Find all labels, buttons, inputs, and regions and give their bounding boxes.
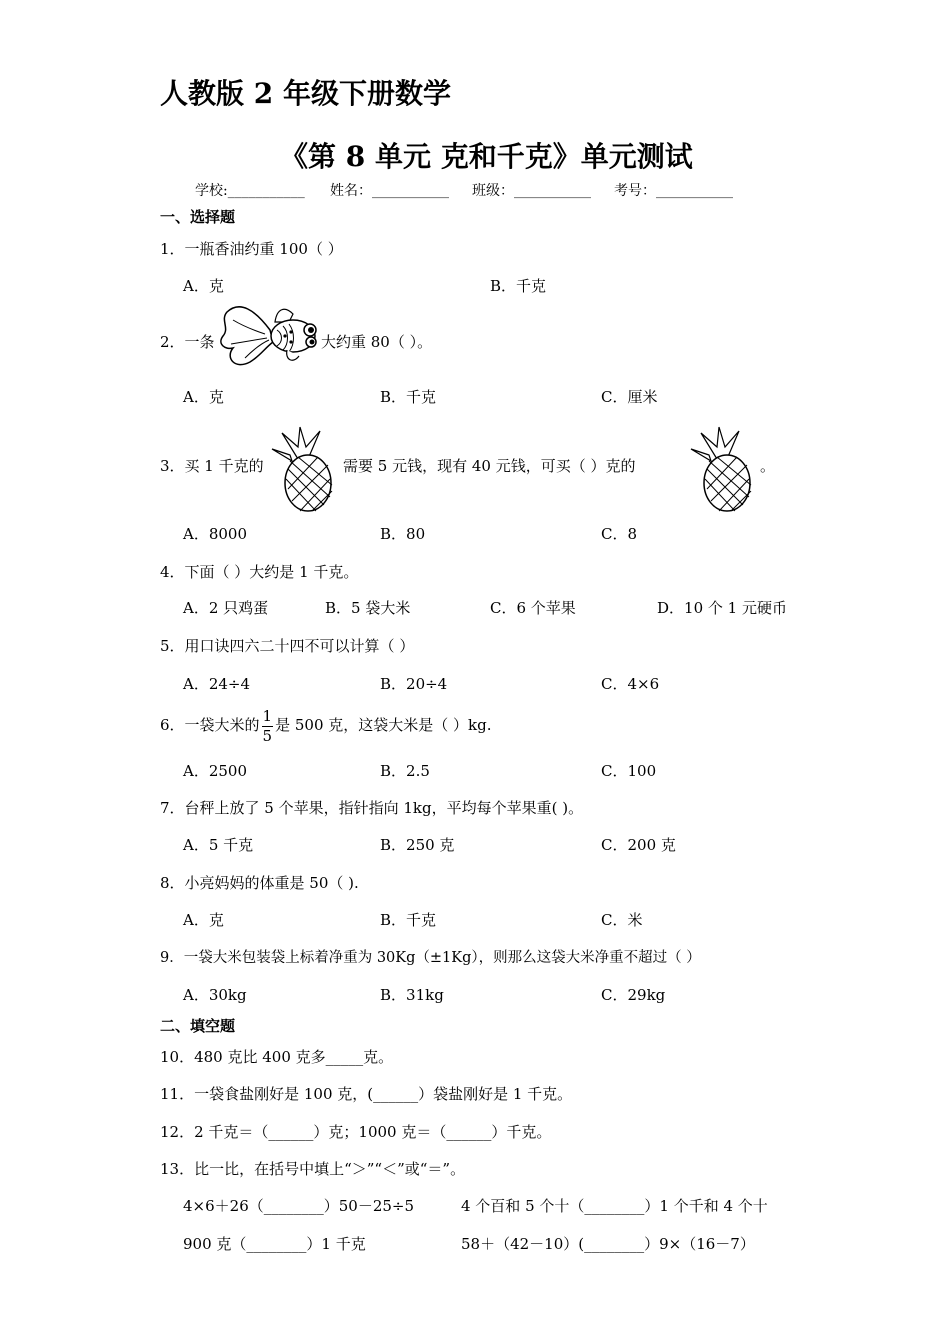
question-12: 12．2 千克＝（______）克；1000 克＝（______）千克。	[160, 1123, 552, 1141]
q13-comparison-1: 4×6＋26（________）50－25÷5	[183, 1197, 415, 1215]
question-11: 11．一袋食盐刚好是 100 克，(______）袋盐刚好是 1 千克。	[160, 1085, 573, 1103]
page-subtitle: 《第 8 单元 克和千克》单元测试	[280, 140, 693, 173]
question-3-suffix: 。	[760, 457, 776, 475]
q8-option-c: C．米	[601, 911, 643, 929]
question-8: 8．小亮妈妈的体重是 50（ ).	[160, 874, 359, 892]
q13-comparison-3: 900 克（________）1 千克	[183, 1235, 366, 1253]
pineapple-icon	[687, 425, 757, 513]
q5-option-b: B．20÷4	[380, 675, 448, 693]
question-5: 5．用口诀四六二十四不可以计算（ ）	[160, 637, 415, 655]
q13-comparison-4: 58＋（42－10）(________）9×（16－7）	[461, 1235, 755, 1253]
school-field: 学校:___________	[195, 183, 305, 199]
question-3-prefix: 3．买 1 千克的	[160, 457, 264, 475]
q6-option-a: A．2500	[183, 762, 248, 780]
q6-option-c: C．100	[601, 762, 657, 780]
q5-option-a: A．24÷4	[183, 675, 251, 693]
q1-option-b: B．千克	[490, 277, 547, 295]
name-field: 姓名：___________	[330, 183, 449, 199]
q1-option-a: A．克	[183, 277, 224, 295]
q3-option-b: B．80	[380, 525, 426, 543]
q2-option-a: A．克	[183, 388, 224, 406]
q4-option-d: D．10 个 1 元硬币	[657, 599, 787, 617]
q3-option-c: C．8	[601, 525, 638, 543]
q4-option-a: A．2 只鸡蛋	[183, 599, 269, 617]
q8-option-a: A．克	[183, 911, 224, 929]
q5-option-c: C．4×6	[601, 675, 660, 693]
fraction-denominator: 5	[262, 726, 273, 745]
class-field: 班级：___________	[472, 183, 591, 199]
question-2-prefix: 2．一条	[160, 333, 215, 351]
question-7: 7．台秤上放了 5 个苹果，指针指向 1kg，平均每个苹果重( )。	[160, 799, 584, 817]
q4-option-c: C．6 个苹果	[490, 599, 576, 617]
q9-option-b: B．31kg	[380, 986, 444, 1004]
exam-number-field: 考号：___________	[614, 183, 733, 199]
q2-option-c: C．厘米	[601, 388, 658, 406]
fraction-numerator: 1	[262, 706, 273, 725]
q6-option-b: B．2.5	[380, 762, 430, 780]
question-6-prefix: 6．一袋大米的	[160, 716, 260, 734]
question-1: 1．一瓶香油约重 100（ ）	[160, 240, 343, 258]
question-6	[160, 703, 492, 747]
goldfish-icon	[215, 300, 320, 370]
section-heading-choice: 一、选择题	[160, 208, 236, 226]
q8-option-b: B．千克	[380, 911, 437, 929]
q4-option-b: B．5 袋大米	[325, 599, 411, 617]
question-3-middle: 需要 5 元钱，现有 40 元钱，可买（ ）克的	[343, 457, 636, 475]
q13-comparison-2: 4 个百和 5 个十（________）1 个千和 4 个十	[461, 1197, 768, 1215]
q3-option-a: A．8000	[183, 525, 248, 543]
q9-option-c: C．29kg	[601, 986, 666, 1004]
fraction	[262, 706, 274, 745]
q2-option-b: B．千克	[380, 388, 437, 406]
pineapple-icon	[268, 425, 338, 513]
question-10: 10．480 克比 400 克多_____克。	[160, 1048, 394, 1066]
question-4: 4．下面（ ）大约是 1 千克。	[160, 563, 359, 581]
question-6-suffix: 是 500 克，这袋大米是（ ）kg.	[275, 716, 492, 734]
q7-option-a: A．5 千克	[183, 836, 254, 854]
q7-option-b: B．250 克	[380, 836, 455, 854]
question-13: 13．比一比，在括号中填上“＞”“＜”或“＝”。	[160, 1160, 466, 1178]
q7-option-c: C．200 克	[601, 836, 676, 854]
section-heading-fill: 二、填空题	[160, 1017, 236, 1035]
page-title: 人教版 2 年级下册数学	[160, 77, 451, 110]
question-9: 9．一袋大米包装袋上标着净重为 30Kg（±1Kg），则那么这袋大米净重不超过（ ）	[160, 950, 701, 966]
question-2-suffix: 大约重 80（ ）。	[321, 333, 433, 351]
q9-option-a: A．30kg	[183, 986, 247, 1004]
